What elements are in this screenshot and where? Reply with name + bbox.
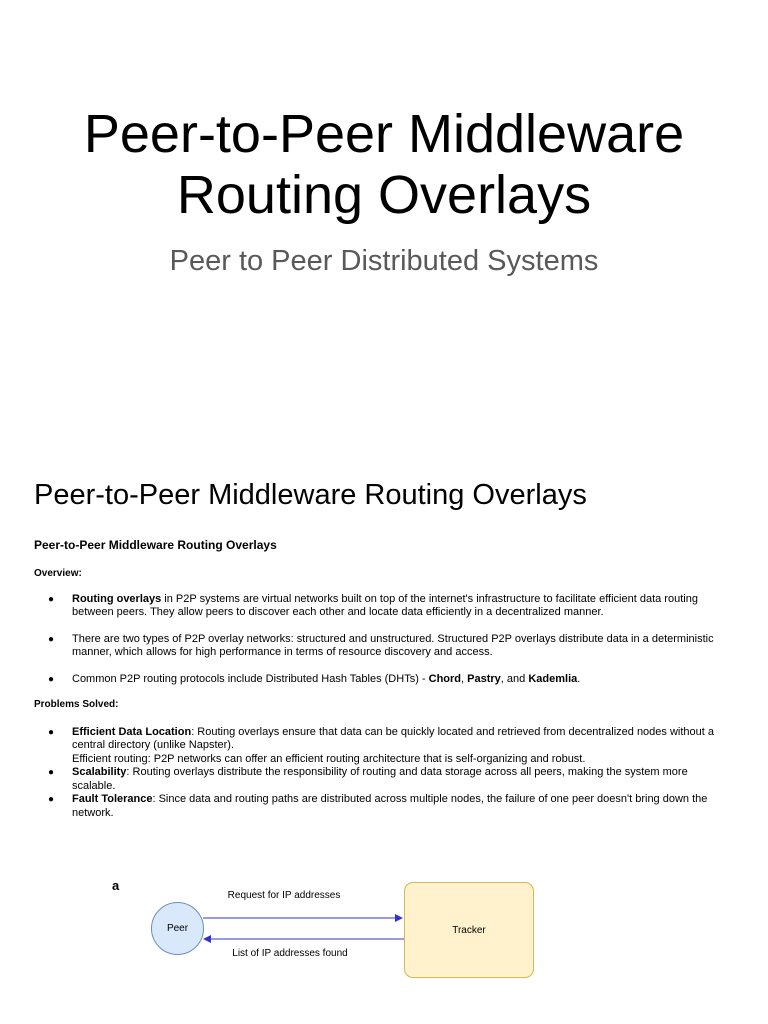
document-body (34, 538, 734, 820)
overview-label: Overview: (34, 568, 82, 579)
main-title-line2: Routing Overlays (176, 165, 592, 225)
list-item (34, 633, 734, 660)
response-label: List of IP addresses found (232, 948, 348, 959)
peer-node (151, 902, 204, 955)
overview-list (34, 593, 734, 687)
tracker-node (404, 882, 534, 978)
bullet-icon: ● (48, 633, 55, 645)
peer-label: Peer (166, 923, 189, 934)
main-title-line1: Peer-to-Peer Middleware (83, 104, 685, 164)
bullet-icon: ● (48, 794, 55, 805)
main-title (0, 104, 768, 226)
term-fault-tolerance: Fault Tolerance (72, 793, 153, 805)
request-label: Request for IP addresses (227, 890, 341, 901)
problems-label: Problems Solved: (34, 699, 119, 710)
term-scalability: Scalability (72, 766, 127, 778)
term-routing-overlays: Routing overlays (72, 592, 162, 605)
list-item (34, 593, 734, 620)
list-item-text: : Since data and routing paths are distributed across multiple nodes, the failure of one peer doesn't bring down the network. (72, 793, 708, 819)
list-item (34, 793, 734, 820)
list-item-text: Common P2P routing protocols include Distributed Hash Tables (DHTs) - (72, 672, 429, 685)
bullet-icon: ● (48, 767, 55, 778)
list-item (34, 673, 734, 687)
content-slide (0, 460, 768, 1024)
bullet-icon: ● (48, 726, 55, 738)
list-item-text: Efficient routing: P2P networks can offer an efficient routing architecture that is self-organizing and robust. (72, 752, 586, 765)
list-item-text: : Routing overlays ensure that data can be quickly located and retrieved from decentralized nodes without a central directory (unlike Napster). (72, 725, 714, 751)
separator: , (461, 672, 468, 685)
problems-list (34, 726, 734, 821)
diagram-letter: a (112, 878, 120, 893)
list-item-text: There are two types of P2P overlay networks: structured and unstructured. Structured P2P overlays distribute data in a deterministic manner, which allows for high performance in terms of resource discovery and access. (72, 632, 714, 658)
bullet-icon: ● (48, 593, 55, 605)
bullet-icon: ● (48, 673, 55, 685)
term-pastry: Pastry (467, 672, 501, 685)
separator: , and (500, 672, 529, 685)
list-item (34, 766, 734, 793)
list-item-text: : Routing overlays distribute the responsibility of routing and data storage across all peers, making the system more scalable. (72, 766, 688, 792)
document-title: Peer-to-Peer Middleware Routing Overlays (34, 538, 277, 552)
term-efficient-data-location: Efficient Data Location (72, 725, 192, 738)
tracker-label: Tracker (452, 924, 486, 936)
list-item (34, 726, 734, 767)
title-slide (0, 0, 768, 420)
peer-tracker-diagram (108, 878, 548, 988)
subtitle: Peer to Peer Distributed Systems (169, 245, 599, 277)
term-chord: Chord (428, 672, 462, 685)
separator: . (577, 672, 581, 685)
list-item-text: in P2P systems are virtual networks built on top of the internet's infrastructure to facilitate efficient data routing between peers. They allow peers to discover each other and locate data efficiently in a decentralized manner. (72, 592, 698, 618)
term-kademlia: Kademlia (528, 672, 578, 685)
slide-heading: Peer-to-Peer Middleware Routing Overlays (34, 479, 587, 511)
